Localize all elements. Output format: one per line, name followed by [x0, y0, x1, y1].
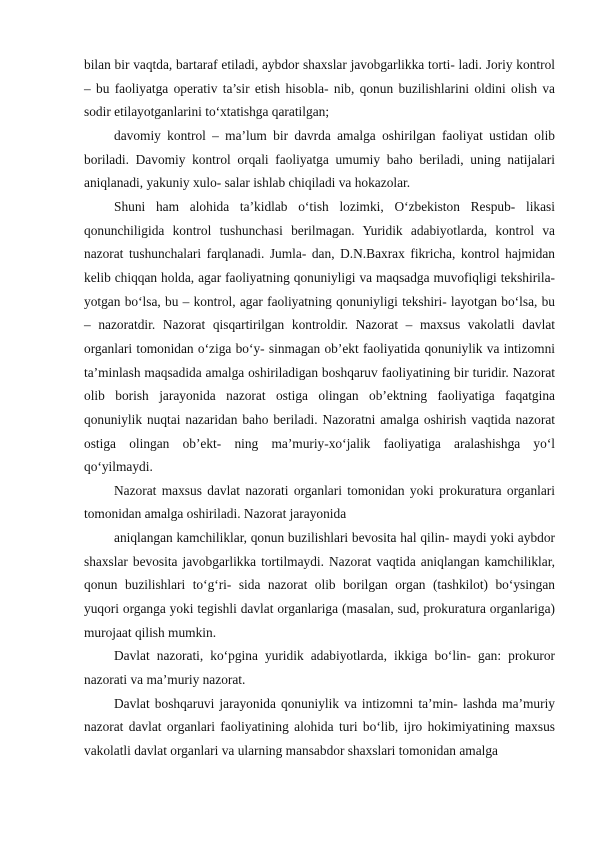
paragraph-joriy-kontrol: bilan bir vaqtda, bartaraf etiladi, aybdor shaxslar javobgarlikka torti- ladi. Joriy kontrol – bu faoliyatga operativ ta’sir etish hisobla- nib, qonun buzilishlarini oldini olish va sodir etilayotganlarini to‘xtatishga qaratilgan; [84, 57, 555, 120]
paragraph-davlat-nazorati: Davlat nazorati, ko‘pgina yuridik adabiyotlarda, ikkiga bo‘lin- gan: prokuror nazorati va ma’muriy nazorat. [84, 648, 555, 688]
paragraph-nazorat-organlari: Nazorat maxsus davlat nazorati organlari tomonidan yoki prokuratura organlari tomonidan amalga oshiriladi. Nazorat jarayonida [84, 482, 555, 522]
paragraph-mamuriy-nazorat: Davlat boshqaruvi jarayonida qonuniylik va intizomni ta’min- lashda ma’muriy nazorat davlat organlari faoliyatining alohida turi bo‘lib, ijro hokimiyatining maxsus vakolatli davlat organlari va ularning mansabdor shaxslari tomonidan amalga [84, 695, 555, 759]
paragraph-aniqlangan-kamchiliklar: aniqlangan kamchiliklar, qonun buzilishlari bevosita hal qilin- maydi yoki aybdor shaxslar bevosita javobgarlikka tortilmaydi. Nazorat vaqtida aniqlangan kamchiliklar, qonun buzilishlari to‘g‘ri- sida nazorat olib borilgan organ (tashkilot) bo‘ysingan yuqori organga yoki tegishli davlat organlariga (masalan, sud, prokuratura organlariga) murojaat qilish mumkin. [84, 530, 555, 640]
paragraph-kontrol-va-nazorat: Shuni ham alohida ta’kidlab o‘tish lozimki, O‘zbekiston Respub- likasi qonunchiligida kontrol tushunchasi berilmagan. Yuridik adabiyotlarda, kontrol va nazorat tushunchalari farqlanadi. Jumla- dan, D.N.Baxrax fikricha, kontrol hajmidan kelib chiqqan holda, agar faoliyatning qonuniyligi va maqsadga muvofiqligi tekshirila- yotgan bo‘lsa, bu – kontrol, agar faoliyatning qonuniyligi tekshiri- layotgan bo‘lsa, bu – nazoratdir. Nazorat qisqartirilgan kontroldir. Nazorat – maxsus vakolatli davlat organlari tomonidan o‘ziga bo‘y- sinmagan ob’ekt faoliyatida qonuniylik va intizomni ta’minlash maqsadida amalga oshiriladigan boshqaruv faoliyatining bir turidir. Nazorat olib borish jarayonida nazorat ostiga olingan ob’ektning faoliyatiga faqatgina qonuniylik nuqtai nazaridan baho beriladi. Nazoratni amalga oshirish vaqtida nazorat ostiga olingan ob’ekt- ning ma’muriy-xo‘jalik faoliyatiga aralashishga yo‘l qo‘yilmaydi. [84, 198, 555, 475]
document-page [84, 53, 555, 763]
paragraph-davomiy-kontrol: davomiy kontrol – ma’lum bir davrda amalga oshirilgan faoliyat ustidan olib boriladi. Davomiy kontrol orqali faoliyatga umumiy baho beriladi, uning natijalari aniqlanadi, yakuniy xulo- salar ishlab chiqiladi va hokazolar. [84, 127, 555, 191]
